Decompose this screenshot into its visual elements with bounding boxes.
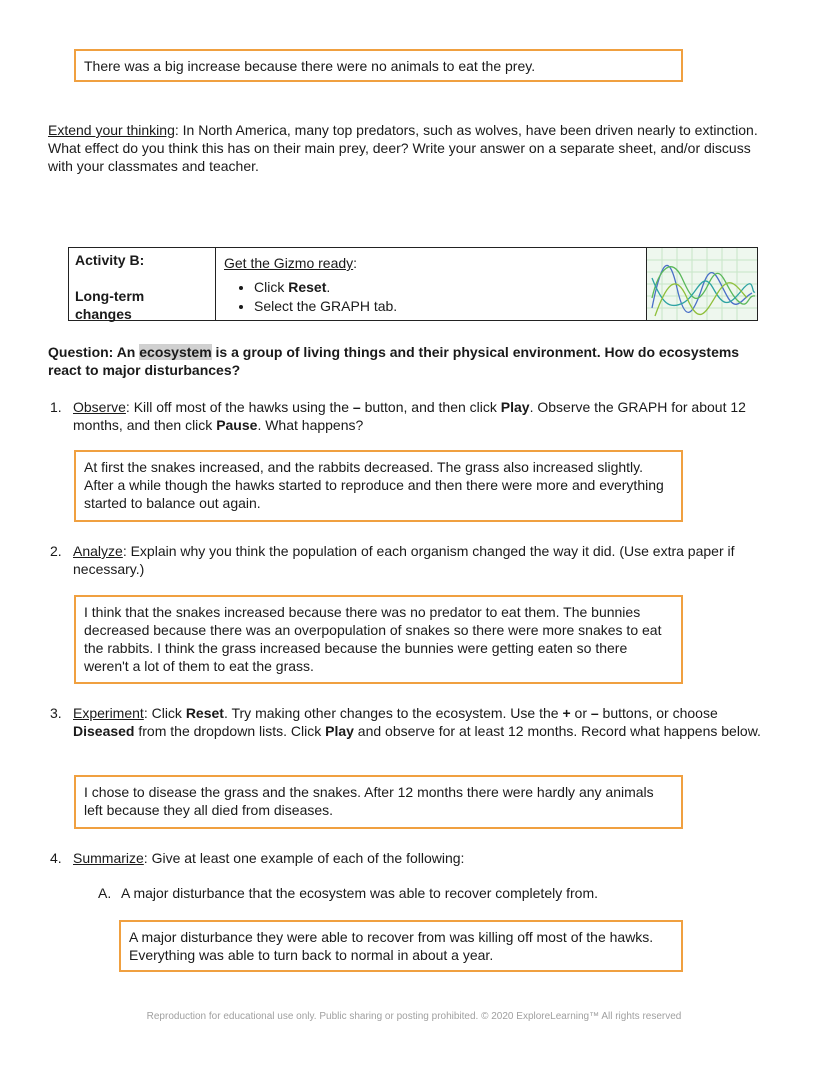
ecosystem-highlight: ecosystem [139, 344, 212, 360]
q4a-text: A major disturbance that the ecosystem was able to recover completely from. [121, 885, 598, 901]
gizmo-ready-steps [224, 278, 638, 316]
copyright-footer: Reproduction for educational use only. Public sharing or posting prohibited. © 2020 ExploreLearning™ All rights reserved [146, 1011, 682, 1022]
question-paragraph: Question: An ecosystem is a group of living things and their physical environment. How do ecosystems react to major disturbances? [48, 344, 740, 378]
q4a-label: A. [98, 885, 112, 901]
extend-thinking-paragraph [48, 121, 778, 175]
q2-answer-box[interactable] [74, 595, 683, 684]
q1-answer-box[interactable] [74, 450, 683, 522]
q2-text: Analyze: Explain why you think the population of each organism changed the way it did. (Use extra paper if necessary.) [73, 543, 735, 577]
extend-thinking-text: : In North America, many top predators, such as wolves, have been driven nearly to extinction. What effect do you think this has on their main prey, deer? Write your answer on a separate sheet, and/or discuss with your classmates and teacher. [48, 122, 758, 174]
answer-text: At first the snakes increased, and the rabbits decreased. The grass also increased slightly. After a while though the hawks started to reproduce and then there were more and everything started to balance out again. [84, 459, 664, 511]
q3-text: Experiment: Click Reset. Try making other changes to the ecosystem. Use the + or – buttons, or choose Diseased from the dropdown lists. Click Play and observe for at least 12 months. Record what happens below. [73, 705, 761, 739]
q1-text: Observe: Kill off most of the hawks using the – button, and then click Play. Observe the GRAPH for about 12 months, and then click Pause. What happens? [73, 399, 746, 433]
gizmo-ready-heading: Get the Gizmo ready: [224, 255, 358, 271]
answer-box-prey-increase[interactable] [74, 49, 683, 82]
step-graph-tab: • Select the GRAPH tab. [254, 297, 638, 316]
gizmo-ready-cell [216, 248, 647, 320]
activity-b-table [68, 247, 758, 321]
step-reset: • Click Reset. [254, 278, 638, 297]
activity-title: Activity B: [75, 252, 145, 268]
q4a-answer-box[interactable] [119, 920, 683, 972]
q4-text: Summarize: Give at least one example of each of the following: [73, 850, 465, 866]
activity-subtitle: Long-term changes [75, 288, 145, 322]
q3-number: 3. [50, 705, 62, 721]
q4-number: 4. [50, 850, 62, 866]
answer-text: I chose to disease the grass and the snakes. After 12 months there were hardly any animals left because they all died from diseases. [84, 784, 654, 818]
q1-number: 1. [50, 399, 62, 415]
extend-thinking-label: Extend your thinking [48, 122, 175, 138]
answer-text: A major disturbance they were able to recover from was killing off most of the hawks. Everything was able to turn back to normal in about a year. [129, 929, 654, 963]
q3-answer-box[interactable] [74, 775, 683, 829]
answer-text: There was a big increase because there were no animals to eat the prey. [84, 58, 536, 74]
population-graph-icon [647, 248, 757, 320]
answer-text: I think that the snakes increased because there was no predator to eat them. The bunnies decreased because there was an overpopulation of snakes so there were more snakes to eat the rabbits. I think the grass increased because the bunnies were getting eaten so there weren't a lot of them to eat the grass. [84, 604, 662, 674]
activity-title-cell [69, 248, 216, 320]
q2-number: 2. [50, 543, 62, 559]
